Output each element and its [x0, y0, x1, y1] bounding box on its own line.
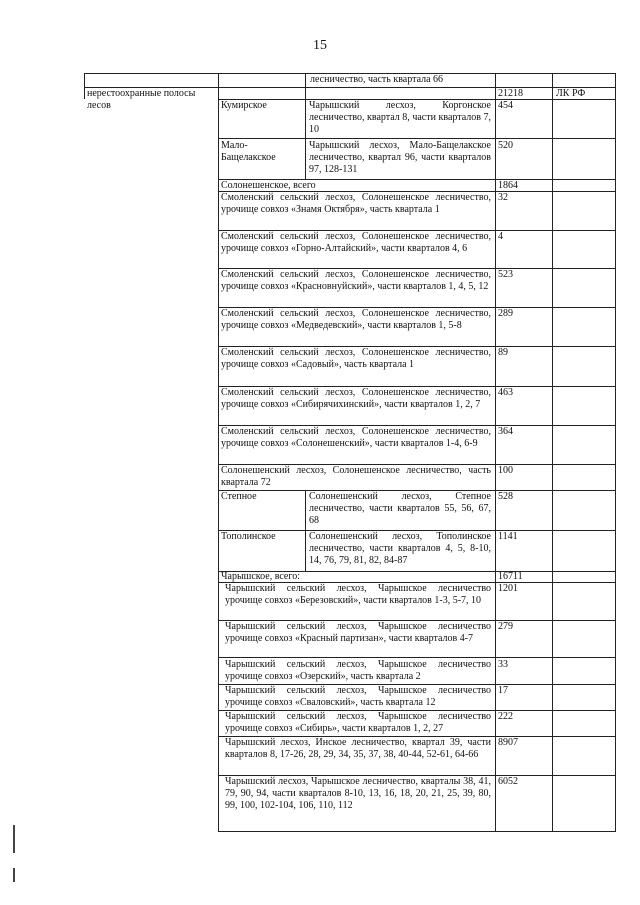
row-text: Чарышский лесхоз, Инское лесничество, квартал 39, части кварталов 8, 17-26, 28, 29, 34, 35, 37, 38, 40-44, 52-61, 64-66 [225, 737, 491, 760]
row-area: 1141 [498, 531, 518, 542]
row-text: Солонешенский лесхоз, Тополинское лесничество, части кварталов 4, 5, 8-10, 14, 76, 79, 81, 82, 84-87 [309, 531, 491, 566]
row-area: 454 [498, 100, 513, 111]
section-header: Солонешенское, всего [221, 180, 316, 191]
row-area: 89 [498, 347, 508, 358]
row-text: Чарышский лесхоз, Коргонское лесничество, квартал 8, части кварталов 7, 10 [309, 100, 491, 135]
table-border-left [84, 73, 85, 87]
row-text: Чарышский сельский лесхоз, Чарышское лесничество урочище совхоз «Сваловский», часть квартала 12 [225, 685, 491, 708]
row-area: 364 [498, 426, 513, 437]
row-area: 463 [498, 387, 513, 398]
col-divider-2 [305, 73, 306, 99]
row-text: Солонешенский лесхоз, Солонешенское лесничество, часть квартала 72 [221, 465, 491, 488]
row-area: 4 [498, 231, 503, 242]
row-area: 279 [498, 621, 513, 632]
row-text: Смоленский сельский лесхоз, Солонешенское лесничество, урочище совхоз «Горно-Алтайский», части кварталов 4, 6 [221, 231, 491, 254]
scan-edge-mark [13, 825, 15, 853]
col-divider-4 [552, 73, 553, 832]
col-divider-1 [218, 73, 219, 832]
row-line [218, 138, 616, 139]
row-area: 1201 [498, 583, 518, 594]
col-divider-2 [305, 99, 306, 179]
row-area: 100 [498, 465, 513, 476]
place-name: Мало-Бащелакское [221, 140, 276, 163]
row-text: Смоленский сельский лесхоз, Солонешенское лесничество, урочище совхоз «Солонешенский», части кварталов 1-4, 6-9 [221, 426, 491, 449]
row-text: Чарышский сельский лесхоз, Чарышское лесничество урочище совхоз «Сибирь», части кварталов 1, 2, 27 [225, 711, 491, 734]
row-line [218, 657, 616, 658]
table-border-right [615, 73, 616, 832]
col-divider-3 [495, 73, 496, 832]
place-name: Тополинское [221, 531, 276, 542]
top-cell-text: лесничество, часть квартала 66 [310, 74, 444, 85]
place-name: Кумирское [221, 100, 267, 111]
row-area: 520 [498, 140, 513, 151]
row-text: Чарышский лесхоз, Чарышское лесничество, кварталы 38, 41, 79, 90, 94, части кварталов 8-10, 13, 16, 18, 20, 21, 25, 39, 80, 99, 100, 102-104, 106, 110, 112 [225, 776, 491, 811]
row-area: 6052 [498, 776, 518, 787]
row-text: Чарышский сельский лесхоз, Чарышское лесничество урочище совхоз «Березовский», части кварталов 1-3, 5-7, 10 [225, 583, 491, 606]
row-area: 289 [498, 308, 513, 319]
section-header: Чарышское, всего: [221, 571, 300, 582]
row-text: Чарышский лесхоз, Мало-Бащелакское лесничество, квартал 96, части кварталов 97, 128-131 [309, 140, 491, 175]
total-area: 21218 [498, 88, 523, 99]
page-number: 15 [313, 38, 327, 53]
scan-edge-mark [13, 868, 15, 882]
row-area: 222 [498, 711, 513, 722]
row-text: Смоленский сельский лесхоз, Солонешенское лесничество, урочище совхоз «Сибирячихинский», части кварталов 1, 2, 7 [221, 387, 491, 410]
row-area: 528 [498, 491, 513, 502]
row-text: Солонешенский лесхоз, Степное лесничество, части кварталов 55, 56, 67, 68 [309, 491, 491, 526]
row-text: Чарышский сельский лесхоз, Чарышское лесничество урочище совхоз «Красный партизан», части кварталов 4-7 [225, 621, 491, 644]
code: ЛК РФ [556, 88, 586, 99]
row-area: 33 [498, 659, 508, 670]
left-label: нерестоохранные полосы лесов [87, 88, 196, 111]
row-text: Смоленский сельский лесхоз, Солонешенское лесничество, урочище совхоз «Знамя Октября», часть квартала 1 [221, 192, 491, 215]
row-area: 1864 [498, 180, 518, 191]
row-area: 17 [498, 685, 508, 696]
table-border-left-lower [84, 87, 85, 99]
place-name: Степное [221, 491, 257, 502]
row-text: Смоленский сельский лесхоз, Солонешенское лесничество, урочище совхоз «Красновнуйский», части кварталов 1, 4, 5, 12 [221, 269, 491, 292]
row-area: 523 [498, 269, 513, 280]
row-area: 8907 [498, 737, 518, 748]
row-text: Смоленский сельский лесхоз, Солонешенское лесничество, урочище совхоз «Медведевский», части кварталов 1, 5-8 [221, 308, 491, 331]
row-area: 16711 [498, 571, 523, 582]
row-area: 32 [498, 192, 508, 203]
row-line [218, 831, 616, 832]
row-text: Смоленский сельский лесхоз, Солонешенское лесничество, урочище совхоз «Садовый», часть квартала 1 [221, 347, 491, 370]
row-text: Чарышский сельский лесхоз, Чарышское лесничество урочище совхоз «Озерский», часть квартала 2 [225, 659, 491, 682]
